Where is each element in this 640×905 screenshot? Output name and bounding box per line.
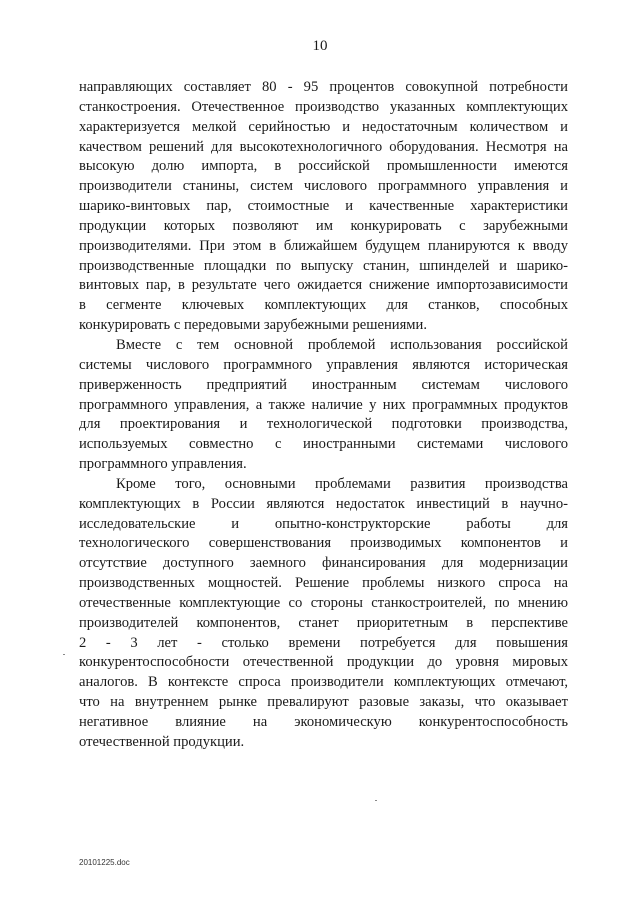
paragraph	[79, 336, 568, 475]
body-text	[79, 78, 568, 753]
text-line: программного управления.	[79, 456, 247, 473]
text-line: шарико-винтовых пар, стоимостные и качественные характеристики	[79, 198, 568, 215]
text-line: технологического совершенствования производимых компонентов и	[79, 535, 568, 552]
text-line: 2 - 3 лет - столько времени потребуется для повышения	[79, 634, 568, 651]
scan-speck	[63, 654, 65, 655]
text-line: для проектирования и технологической подготовки производства,	[79, 416, 568, 433]
text-line: производителями. При этом в ближайшем будущем планируются к вводу	[79, 237, 568, 254]
text-line: что на внутреннем рынке превалируют разовые заказы, что оказывает	[79, 694, 568, 711]
text-line: конкурентоспособности отечественной продукции до уровня мировых	[79, 654, 568, 671]
text-line: продукции которых позволяют им конкурировать с зарубежными	[79, 217, 568, 234]
text-line: станкостроения. Отечественное производство указанных комплектующих	[79, 98, 568, 115]
text-line: качеством решений для высокотехнологичного оборудования. Несмотря на	[79, 138, 568, 155]
text-line: негативное влияние на экономическую конкурентоспособность	[79, 714, 568, 730]
text-line: программного управления, а также наличие у них программных продуктов	[79, 396, 568, 413]
scan-speck	[375, 800, 377, 801]
text-line: винтовых пар, в результате чего ожидается снижение импортозависимости	[79, 277, 568, 294]
text-line: Вместе с тем основной проблемой использования российской	[116, 336, 568, 353]
text-line: системы числового программного управления являются историческая	[79, 356, 568, 373]
text-line: используемых совместно с иностранными системами числового	[79, 436, 568, 453]
text-line: Кроме того, основными проблемами развития производства	[116, 475, 568, 492]
text-line: конкурировать с передовыми зарубежными решениями.	[79, 317, 427, 334]
text-line: отечественной продукции.	[79, 733, 245, 750]
footer-filename: 20101225.doc	[79, 858, 130, 867]
text-line: отсутствие доступного заемного финансирования для модернизации	[79, 555, 568, 572]
text-line: комплектующих в России являются недостаток инвестиций в научно-	[79, 495, 568, 512]
text-line: отечественные комплектующие со стороны станкостроителей, по мнению	[79, 594, 568, 611]
text-line: направляющих составляет 80 - 95 процентов совокупной потребности	[79, 79, 568, 95]
text-line: производители станины, систем числового программного управления и	[79, 178, 568, 195]
text-line: аналогов. В контексте спроса производители комплектующих отмечают,	[79, 674, 568, 691]
paragraph	[79, 475, 568, 753]
text-line: исследовательские и опытно-конструкторские работы для	[79, 515, 568, 532]
text-line: в сегменте ключевых комплектующих для станков, способных	[79, 297, 568, 314]
text-line: производственные площадки по выпуску станин, шпинделей и шарико-	[79, 257, 568, 274]
text-line: приверженность предприятий иностранным системам числового	[79, 376, 568, 393]
paragraph	[79, 78, 568, 336]
text-line: производителей компонентов, станет приоритетным в перспективе	[79, 614, 568, 631]
text-line: производственных мощностей. Решение проблемы низкого спроса на	[79, 575, 568, 592]
page-number: 10	[312, 38, 328, 54]
text-line: высокую долю импорта, в российской промышленности имеются	[79, 158, 568, 175]
text-line: характеризуется мелкой серийностью и недостаточным количеством и	[79, 118, 568, 135]
